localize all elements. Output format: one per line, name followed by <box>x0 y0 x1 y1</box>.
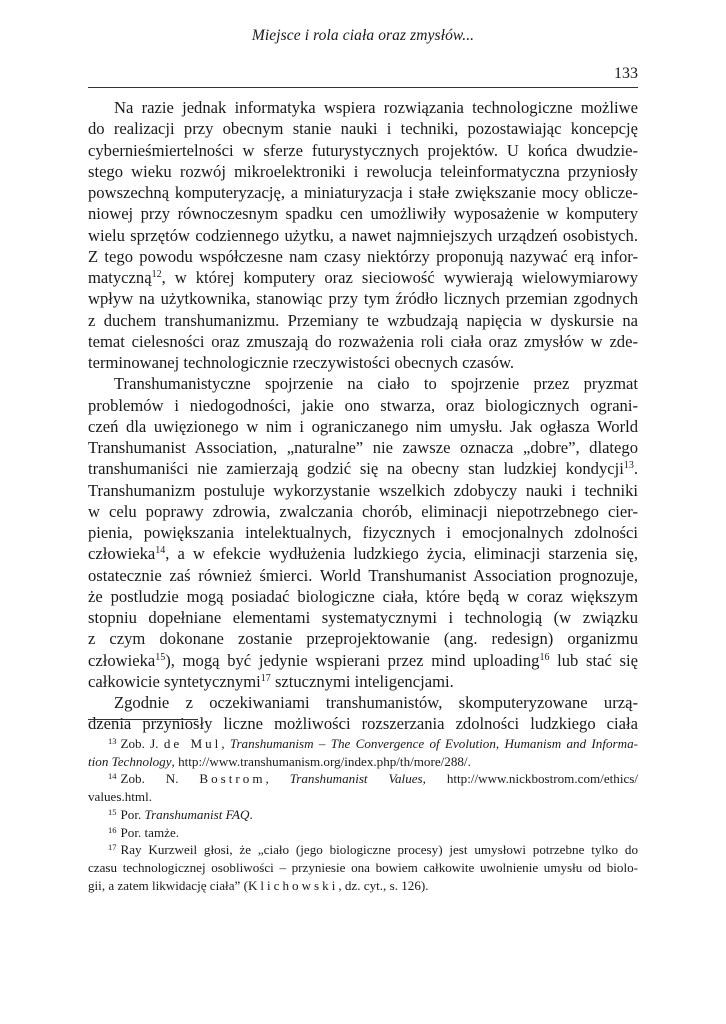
text-line: Transhumanist Association, „naturalne” nie zawsze oznacza „dobre”, dlatego <box>88 438 638 457</box>
footnote-13-author: de Mul <box>163 736 222 751</box>
text-line: stopniu dopełniane elementami systematycznymi i technologią (w związku <box>88 608 638 627</box>
text-line: transhumaniści nie zamierzają godzić się na obecny stan ludzkiej kondycji$^{13}$. <box>88 459 638 479</box>
text-line: Transhumanizm postuluje wykorzystanie wszelkich zdobyczy nauki i techniki <box>88 480 638 500</box>
text-line: temat cielesności oraz zmuszają do rozważenia roli ciała oraz zmysłów w zde- <box>88 331 638 351</box>
footnote-17-line-1: $^{17}$ Ray Kurzweil głosi, że „ciało (jego biologiczne procesy) jest umysłowi potrzebne tylko do <box>108 842 638 858</box>
text-line: cybernieśmiertelności w sferze futurystycznych projektów. U końca dwudzie- <box>88 140 638 160</box>
text-line: całkowicie syntetycznymi$^{17}$ sztucznymi inteligencjami. <box>88 671 454 691</box>
footnote-15 <box>88 806 638 824</box>
footnote-ref: 12 <box>151 269 162 280</box>
running-title: Miejsce i rola ciała oraz zmysłów... <box>251 27 475 44</box>
footnote-16-line-1: $^{16}$ Por. tamże. <box>108 824 180 840</box>
text-line: wpływ na użytkownika, stanowiąc przy tym źródło licznych przemian zgodnych <box>88 289 638 309</box>
text-line: z duchem transhumanizmu. Przemiany te wzbudzają napięcia w dyskursie na <box>88 310 638 330</box>
footnote-ref: 13 <box>623 460 634 472</box>
footnote-14-title: Transhumanist Values <box>289 771 423 787</box>
text-line: do realizacji przy obecnym stanie nauki i techniki, pozostawiając koncepcję <box>88 119 638 139</box>
footnote-17-line-3: gii, a zatem likwidację ciała” (Klichowski, dz. cyt., s. 126). <box>88 877 429 893</box>
page-number: 133 <box>614 65 638 82</box>
footnote-ref: 17 <box>260 672 271 684</box>
paragraph-3 <box>88 692 638 735</box>
header-rule <box>88 87 638 88</box>
footnote-ref: 16 <box>539 651 550 663</box>
text-line: że postludzie mogą posiadać biologiczne ciała, które będą w coraz większym <box>88 586 638 606</box>
footnote-16 <box>88 824 638 842</box>
footnote-13 <box>88 735 638 770</box>
text-line: terminowanej technologicznie rzeczywistości obecnych czasów. <box>88 353 515 372</box>
text-line: Na razie jednak informatyka wspiera rozwiązania technologiczne możliwe <box>114 98 638 117</box>
paragraph-2 <box>88 373 638 692</box>
text-line: powszechną komputeryzację, a miniaturyzacja i stałe zwiększanie mocy oblicze- <box>88 183 638 202</box>
footnote-17-author: Klichowski <box>247 877 339 893</box>
footnote-13-line-2: tion Technology, http://www.transhumanism.org/index.php/th/more/288/. <box>88 753 471 769</box>
footnote-14-url: , http://www.nickbostrom.com/ethics/ <box>422 771 638 787</box>
text-line: dzenia przyniosły liczne możliwości rozszerzania zdolności ludzkiego ciała <box>88 714 638 734</box>
text-line: człowieka$^{15}$), mogą być jedynie wspierani przez mind uploading$^{16}$ lub stać się <box>88 650 638 670</box>
footnote-ref: 15 <box>155 651 166 663</box>
paragraph-1 <box>88 97 638 373</box>
footnote-14 <box>88 770 638 805</box>
footnote-17-line-2: czasu technologicznej osobliwości – przyniesie ona bowiem całkowite uwolnienie umysłu od biolo- <box>88 859 638 875</box>
footnotes <box>88 735 638 894</box>
main-text <box>88 97 638 735</box>
footnote-rule <box>88 719 198 720</box>
footnote-17 <box>88 841 638 894</box>
text-line: Zgodnie z oczekiwaniami transhumanistów, skomputeryzowane urzą- <box>114 693 638 712</box>
footnote-ref: 14 <box>155 545 166 557</box>
footnote-13-url: , http://www.transhumanism.org/index.php/th/more/288/. <box>171 753 471 769</box>
footnote-15-line-1: $^{15}$ Por. Transhumanist FAQ. <box>108 806 253 822</box>
text-line: z czym dokonane zostanie przeprojektowanie (ang. redesign) organizmu <box>88 629 638 649</box>
text-line: Transhumanistyczne spojrzenie na ciało to spojrzenie przez pryzmat <box>114 374 638 394</box>
text-line: niowej przy równoczesnym spadku cen umożliwiły wyposażenie w komputery <box>88 204 638 224</box>
footnote-14-line-1: $^{14}$ Zob. N. Bostrom, Transhumanist Values, http://www.nickbostrom.com/ethics/ <box>108 771 638 787</box>
text-line: wielu sprzętów codziennego użytku, a nawet najmniejszych urządzeń osobistych. <box>88 225 638 245</box>
text-line: Z tego powodu współczesne nam czasy niektórzy proponują nazywać erą infor- <box>88 246 638 266</box>
footnote-13-line-1: $^{13}$ Zob. J. de Mul, Transhumanism – The Convergence of Evolution, Humanism and Informa- <box>108 736 638 751</box>
text-line: człowieka$^{14}$, a w efekcie wydłużenia ludzkiego życia, eliminacji starzenia się, <box>88 544 638 564</box>
footnote-14-author: Bostrom <box>199 771 266 787</box>
text-line: czeń dla uwięzionego w nim i ograniczanego nim umysłu. Jak ogłasza World <box>88 416 638 436</box>
footnote-14-line-2: values.html. <box>88 789 153 805</box>
footnote-13-title: Transhumanism – The Convergence of Evolution, Humanism and Informa- <box>229 736 638 751</box>
text-line: w celu poprawy zdrowia, zwalczania chorób, eliminacji niepotrzebnego cier- <box>88 501 638 521</box>
footnote-15-title: Transhumanist FAQ <box>144 806 250 822</box>
text-line: pienia, powiększania intelektualnych, fizycznych i emocjonalnych zdolności <box>88 523 638 542</box>
text-line: matyczną$^{12}$, w której komputery oraz sieciowość wywierają wielowymiarowy <box>88 268 638 287</box>
text-line: problemów i niedogodności, jakie ono stwarza, oraz biologicznych ograni- <box>88 395 638 415</box>
text-line: stego wieku rozwój mikroelektroniki i rewolucja teleinformatyczna przyniosły <box>88 161 638 181</box>
text-line: ostatecznie zaś również śmierci. World Transhumanist Association prognozuje, <box>88 565 638 585</box>
